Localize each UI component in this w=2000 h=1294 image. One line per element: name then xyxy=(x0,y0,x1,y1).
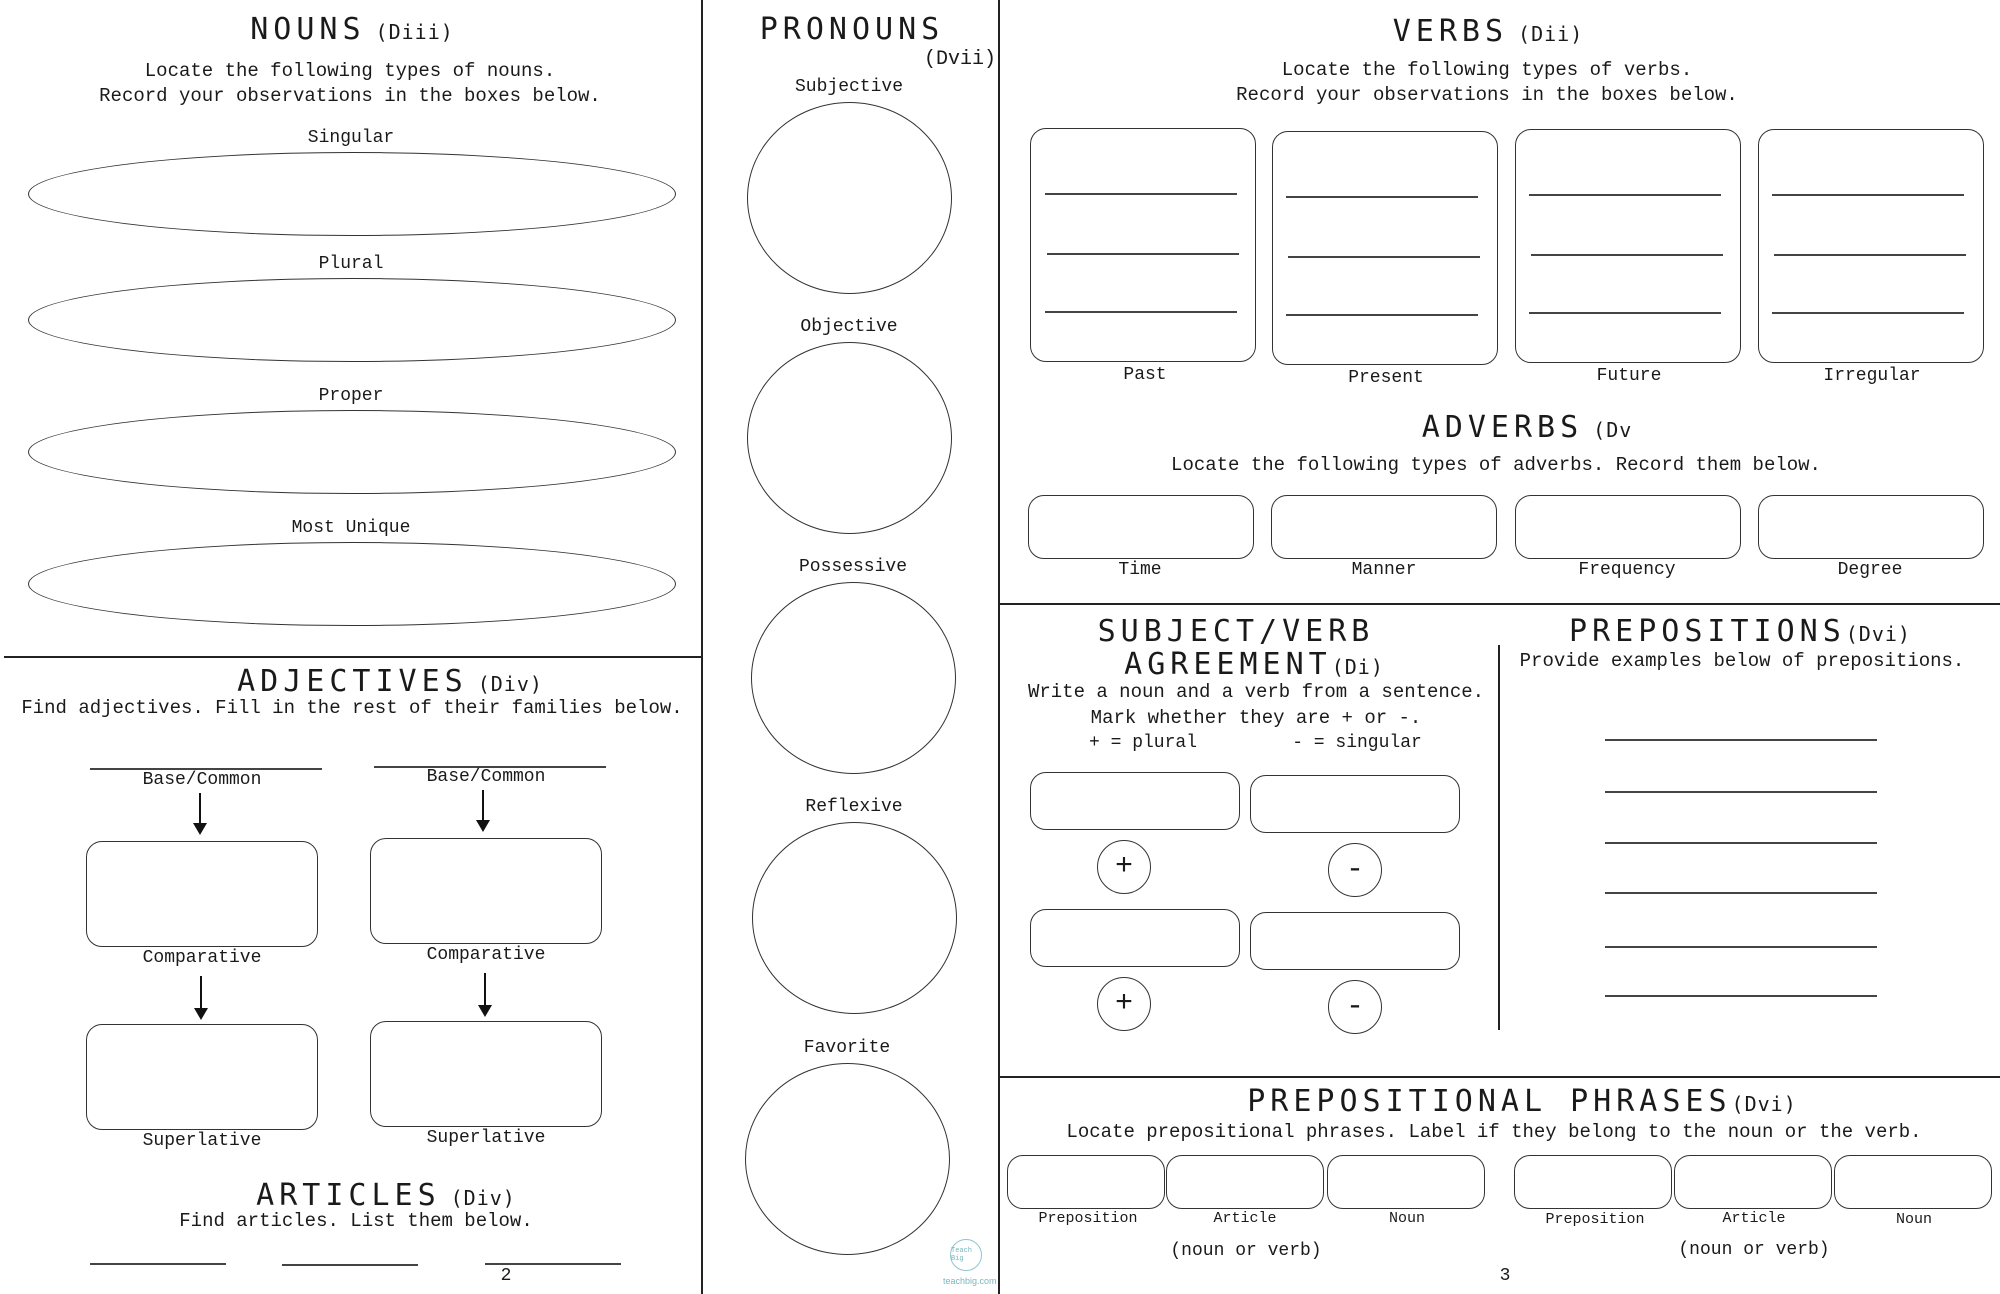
verbs-future-line-3[interactable] xyxy=(1529,312,1721,314)
agreement-plus-key: + = plural xyxy=(1088,733,1198,753)
adjectives-title xyxy=(237,664,543,699)
phrase2-preposition-label: Preposition xyxy=(1545,1211,1645,1228)
divider-left-middle xyxy=(701,0,703,1294)
adverbs-title-text: ADVERBS xyxy=(1421,410,1584,445)
agreement-verb-box-1[interactable] xyxy=(1250,775,1460,833)
pronouns-label-reflexive: Reflexive xyxy=(805,797,903,817)
verbs-present-line-1[interactable] xyxy=(1286,196,1478,198)
agreement-plus-symbol-2: + xyxy=(1114,987,1133,1021)
agreement-title-text-2: AGREEMENT xyxy=(1124,647,1332,682)
pronouns-objective-circle[interactable] xyxy=(747,342,952,534)
nouns-singular-oval[interactable] xyxy=(28,152,676,236)
articles-title-text: ARTICLES xyxy=(256,1178,441,1213)
phrase2-article-label: Article xyxy=(1722,1210,1786,1227)
verbs-present-line-2[interactable] xyxy=(1288,256,1480,258)
pronouns-label-objective: Objective xyxy=(800,317,898,337)
phrases-title-text: PREPOSITIONAL PHRASES xyxy=(1247,1084,1732,1119)
adj-arrow-2-right xyxy=(484,973,486,1015)
verbs-label-future: Future xyxy=(1596,366,1662,386)
nouns-title xyxy=(250,12,454,47)
phrase1-preposition-label: Preposition xyxy=(1038,1210,1138,1227)
nouns-tag: (Diii) xyxy=(375,20,454,44)
adjectives-instruction: Find adjectives. Fill in the rest of their families below. xyxy=(21,697,683,719)
adverbs-manner-box[interactable] xyxy=(1271,495,1497,559)
prepositions-instruction: Provide examples below of prepositions. xyxy=(1519,650,1965,672)
phrase2-preposition-box[interactable] xyxy=(1514,1155,1672,1209)
nouns-label-singular: Singular xyxy=(307,128,395,148)
divider-verbs-agreement xyxy=(998,603,2000,605)
nouns-instruction-2: Record your observations in the boxes below. xyxy=(99,85,601,107)
prepositions-line-4[interactable] xyxy=(1605,892,1877,894)
prepositions-line-1[interactable] xyxy=(1605,739,1877,741)
nouns-label-proper: Proper xyxy=(318,386,384,406)
verbs-label-present: Present xyxy=(1348,368,1424,388)
verbs-irregular-line-3[interactable] xyxy=(1772,312,1964,314)
teachbig-logo-icon xyxy=(950,1239,982,1271)
phrase2-noun-or-verb: (noun or verb) xyxy=(1678,1240,1830,1260)
verbs-title xyxy=(1393,14,1584,49)
articles-instruction: Find articles. List them below. xyxy=(179,1210,533,1232)
logo-text: Teach Big xyxy=(951,1247,973,1263)
divider-nouns-adjectives xyxy=(4,656,701,658)
verbs-irregular-box[interactable] xyxy=(1758,129,1984,363)
page-number-left: 2 xyxy=(500,1266,512,1286)
agreement-minus-symbol-1: - xyxy=(1345,853,1364,887)
adj-superlative-label-right: Superlative xyxy=(426,1128,546,1148)
adverbs-label-manner: Manner xyxy=(1351,560,1417,580)
phrase1-noun-box[interactable] xyxy=(1327,1155,1485,1209)
agreement-title-text-1: SUBJECT/VERB xyxy=(1097,614,1375,649)
pronouns-favorite-circle[interactable] xyxy=(745,1063,950,1255)
prepositions-tag: (Dvi) xyxy=(1845,622,1911,646)
phrase1-noun-or-verb: (noun or verb) xyxy=(1170,1241,1322,1261)
verbs-future-line-2[interactable] xyxy=(1531,254,1723,256)
prepositions-line-5[interactable] xyxy=(1605,946,1877,948)
phrases-instruction: Locate prepositional phrases. Label if they belong to the noun or the verb. xyxy=(1066,1121,1922,1143)
articles-line-3[interactable] xyxy=(485,1263,621,1265)
verbs-past-line-1[interactable] xyxy=(1045,193,1237,195)
adj-comparative-label-left: Comparative xyxy=(142,948,262,968)
adj-base-label-right: Base/Common xyxy=(426,767,546,787)
agreement-tag: (Di) xyxy=(1331,655,1384,679)
phrase2-noun-label: Noun xyxy=(1895,1211,1933,1228)
pronouns-tag: (Dvii) xyxy=(924,48,997,71)
nouns-label-most-unique: Most Unique xyxy=(291,518,411,538)
adverbs-label-degree: Degree xyxy=(1837,560,1903,580)
page-number-right: 3 xyxy=(1499,1266,1511,1286)
verbs-past-line-3[interactable] xyxy=(1045,311,1237,313)
logo-url: teachbig.com xyxy=(943,1276,997,1286)
phrases-title xyxy=(1247,1084,1797,1119)
pronouns-label-possessive: Possessive xyxy=(798,557,908,577)
agreement-title-line-1 xyxy=(1098,614,1375,649)
adjectives-tag: (Div) xyxy=(477,672,543,696)
adverbs-label-frequency: Frequency xyxy=(1578,560,1676,580)
agreement-title-line-2 xyxy=(1124,647,1384,682)
verbs-instruction-2: Record your observations in the boxes below. xyxy=(1236,84,1738,106)
agreement-instruction-2: Mark whether they are + or -. xyxy=(1090,707,1422,729)
nouns-label-plural: Plural xyxy=(318,254,384,274)
agreement-instruction-1: Write a noun and a verb from a sentence. xyxy=(1027,681,1485,703)
adj-superlative-label-left: Superlative xyxy=(142,1131,262,1151)
articles-title xyxy=(256,1178,516,1213)
agreement-plus-circle-2[interactable] xyxy=(1097,977,1151,1031)
nouns-proper-oval[interactable] xyxy=(28,410,676,494)
adj-arrow-1-right xyxy=(482,790,484,830)
nouns-plural-oval[interactable] xyxy=(28,278,676,362)
adj-arrow-1-left xyxy=(199,793,201,833)
pronouns-reflexive-circle[interactable] xyxy=(752,822,957,1014)
verbs-instruction-1: Locate the following types of verbs. xyxy=(1281,59,1693,81)
prepositions-line-3[interactable] xyxy=(1605,842,1877,844)
phrase1-article-label: Article xyxy=(1213,1210,1277,1227)
divider-agreement-prepositions xyxy=(1498,645,1500,1030)
phrase2-article-box[interactable] xyxy=(1674,1155,1832,1209)
divider-middle-right xyxy=(998,0,1000,1294)
pronouns-possessive-circle[interactable] xyxy=(751,582,956,774)
agreement-plus-symbol-1: + xyxy=(1114,850,1133,884)
adj-arrow-2-left xyxy=(200,976,202,1018)
verbs-future-box[interactable] xyxy=(1515,129,1741,363)
articles-tag: (Div) xyxy=(450,1186,516,1210)
pronouns-title xyxy=(760,12,945,47)
verbs-irregular-line-2[interactable] xyxy=(1774,254,1966,256)
agreement-minus-circle-2[interactable] xyxy=(1328,980,1382,1034)
verbs-title-text: VERBS xyxy=(1392,14,1509,49)
agreement-noun-box-2[interactable] xyxy=(1030,909,1240,967)
verbs-label-irregular: Irregular xyxy=(1823,366,1921,386)
adj-superlative-box-right[interactable] xyxy=(370,1021,602,1127)
adverbs-title xyxy=(1422,410,1633,445)
adverbs-degree-box[interactable] xyxy=(1758,495,1984,559)
pronouns-title-text: PRONOUNS xyxy=(759,12,945,47)
verbs-present-box[interactable] xyxy=(1272,131,1498,365)
pronouns-subjective-circle[interactable] xyxy=(747,102,952,294)
agreement-noun-box-1[interactable] xyxy=(1030,772,1240,830)
prepositions-title-text: PREPOSITIONS xyxy=(1569,614,1846,649)
articles-line-2[interactable] xyxy=(282,1264,418,1266)
verbs-present-line-3[interactable] xyxy=(1286,314,1478,316)
agreement-verb-box-2[interactable] xyxy=(1250,912,1460,970)
agreement-plus-circle-1[interactable] xyxy=(1097,840,1151,894)
adverbs-instruction: Locate the following types of adverbs. Record them below. xyxy=(1171,454,1821,476)
adj-comparative-box-right[interactable] xyxy=(370,838,602,944)
verbs-label-past: Past xyxy=(1123,365,1167,385)
prepositions-line-6[interactable] xyxy=(1605,995,1877,997)
adverbs-frequency-box[interactable] xyxy=(1515,495,1741,559)
pronouns-label-subjective: Subjective xyxy=(794,77,904,97)
adverbs-label-time: Time xyxy=(1118,560,1162,580)
nouns-instruction-1: Locate the following types of nouns. xyxy=(144,60,556,82)
phrase2-noun-box[interactable] xyxy=(1834,1155,1992,1209)
adverbs-time-box[interactable] xyxy=(1028,495,1254,559)
adj-comparative-label-right: Comparative xyxy=(426,945,546,965)
divider-agreement-phrases xyxy=(998,1076,2000,1078)
articles-line-1[interactable] xyxy=(90,1263,226,1265)
verbs-past-line-2[interactable] xyxy=(1047,253,1239,255)
prepositions-title xyxy=(1569,614,1911,649)
agreement-minus-circle-1[interactable] xyxy=(1328,843,1382,897)
adverbs-tag: (Dv xyxy=(1593,418,1633,442)
phrase1-preposition-box[interactable] xyxy=(1007,1155,1165,1209)
verbs-future-line-1[interactable] xyxy=(1529,194,1721,196)
phrase1-noun-label: Noun xyxy=(1388,1210,1426,1227)
phrase1-article-box[interactable] xyxy=(1166,1155,1324,1209)
verbs-tag: (Dii) xyxy=(1518,22,1584,46)
agreement-minus-key: - = singular xyxy=(1292,733,1422,753)
adj-base-label-left: Base/Common xyxy=(142,770,262,790)
nouns-title-text: NOUNS xyxy=(250,12,366,47)
prepositions-line-2[interactable] xyxy=(1605,791,1877,793)
adj-comparative-box-left[interactable] xyxy=(86,841,318,947)
verbs-past-box[interactable] xyxy=(1030,128,1256,362)
agreement-minus-symbol-2: - xyxy=(1345,990,1364,1024)
phrases-tag: (Dvi) xyxy=(1731,1092,1797,1116)
verbs-irregular-line-1[interactable] xyxy=(1772,194,1964,196)
adj-superlative-box-left[interactable] xyxy=(86,1024,318,1130)
pronouns-label-favorite: Favorite xyxy=(803,1038,891,1058)
adjectives-title-text: ADJECTIVES xyxy=(237,664,468,699)
nouns-most-unique-oval[interactable] xyxy=(28,542,676,626)
